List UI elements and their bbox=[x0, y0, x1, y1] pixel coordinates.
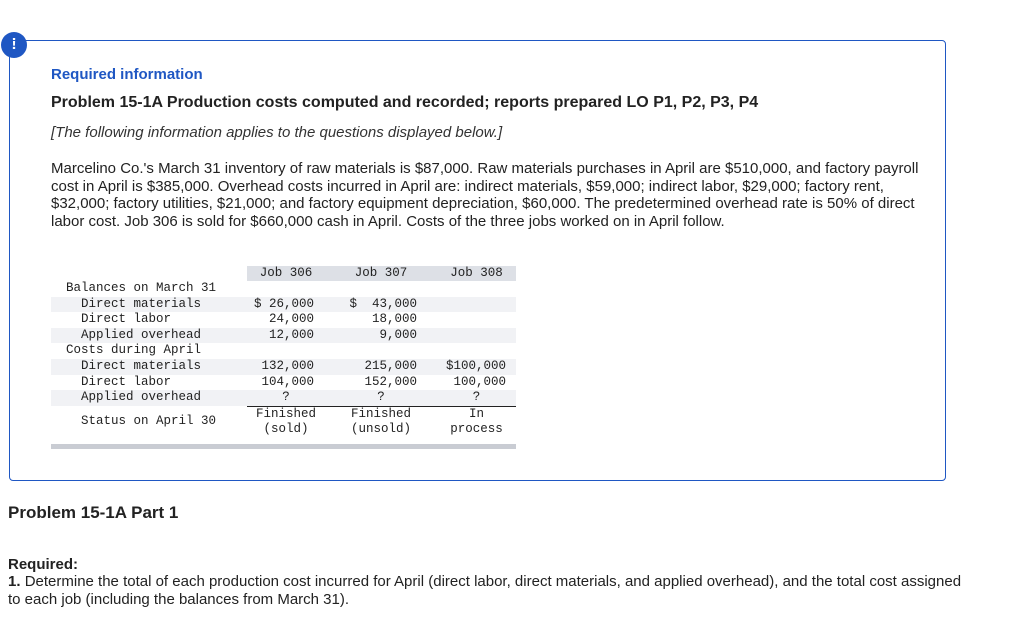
status-job-306: Finished (sold) bbox=[255, 406, 316, 437]
table-header-row bbox=[51, 266, 516, 281]
status-label: Status on April 30 bbox=[81, 414, 217, 429]
cell-value: 152,000 bbox=[364, 374, 417, 389]
row-label: Direct materials bbox=[51, 297, 247, 313]
job-cost-table bbox=[51, 266, 516, 449]
cell-value: 24,000 bbox=[268, 312, 314, 327]
header-job-307: Job 307 bbox=[325, 266, 437, 281]
cell-value: 132,000 bbox=[247, 359, 325, 375]
cell-value: ? bbox=[437, 390, 516, 406]
header-job-306: Job 306 bbox=[247, 266, 325, 281]
requirement-number: 1. bbox=[8, 573, 21, 590]
info-note: [The following information applies to the questions displayed below.] bbox=[51, 124, 503, 141]
cell-value: 18,000 bbox=[371, 312, 417, 327]
cell-value: 215,000 bbox=[325, 359, 437, 375]
table-row bbox=[51, 328, 516, 344]
requirement-text bbox=[8, 573, 968, 608]
cell-value: 100,000 bbox=[453, 374, 506, 389]
cell-value: ? bbox=[325, 390, 437, 406]
part-title: Problem 15-1A Part 1 bbox=[8, 503, 179, 522]
problem-description: Marcelino Co.'s March 31 inventory of raw materials is $87,000. Raw materials purchases in April are $510,000, and factory payroll cost in April is $385,000. Overhead costs incurred in April are: indirect materials, $59,000; indirect labor, $29,000; factory rent, $32,000; factory utilities, $21,000; and factory equipment depreciation, $60,000. The predetermined overhead rate is 50% of direct labor cost. Job 306 is sold for $660,000 cash in April. Costs of the three jobs worked on in April follow. bbox=[51, 160, 919, 230]
balances-section-label: Balances on March 31 bbox=[66, 281, 217, 295]
status-job-307: Finished (unsold) bbox=[350, 406, 411, 437]
row-label: Direct labor bbox=[81, 374, 172, 389]
cell-value bbox=[437, 312, 516, 328]
cell-value: 9,000 bbox=[325, 328, 437, 344]
table-bottom-rule bbox=[51, 444, 516, 449]
required-information-heading: Required information bbox=[51, 66, 203, 83]
cell-value: ? bbox=[247, 390, 325, 406]
alert-icon: ! bbox=[1, 32, 27, 58]
row-label: Applied overhead bbox=[51, 390, 247, 406]
cell-value: 104,000 bbox=[261, 374, 314, 389]
row-label: Direct labor bbox=[81, 312, 172, 327]
table-row bbox=[51, 312, 516, 328]
problem-title: Problem 15-1A Production costs computed and recorded; reports prepared LO P1, P2, P3, P4 bbox=[51, 94, 759, 111]
table-row bbox=[51, 375, 516, 391]
table-row bbox=[51, 281, 516, 297]
table-row bbox=[51, 406, 516, 438]
cell-value: $ 26,000 bbox=[247, 297, 325, 313]
costs-section-label: Costs during April bbox=[66, 343, 202, 358]
cell-value: $ 43,000 bbox=[325, 297, 437, 313]
cell-value bbox=[437, 297, 516, 313]
header-job-308: Job 308 bbox=[437, 266, 516, 281]
table-row bbox=[51, 359, 516, 375]
row-label: Direct materials bbox=[51, 359, 247, 375]
table-row bbox=[51, 297, 516, 313]
row-label: Applied overhead bbox=[51, 328, 247, 344]
required-info-panel bbox=[9, 40, 946, 481]
status-job-308: In process bbox=[450, 406, 503, 437]
cell-value: 12,000 bbox=[247, 328, 325, 344]
table-row bbox=[51, 343, 516, 359]
requirement-body: Determine the total of each production cost incurred for April (direct labor, direct materials, and applied overhead), and the total cost assigned to each job (including the balances from March 31). bbox=[8, 573, 962, 608]
cell-value: $100,000 bbox=[437, 359, 516, 375]
cell-value bbox=[437, 328, 516, 344]
table-row bbox=[51, 390, 516, 406]
required-label: Required: bbox=[8, 556, 79, 573]
